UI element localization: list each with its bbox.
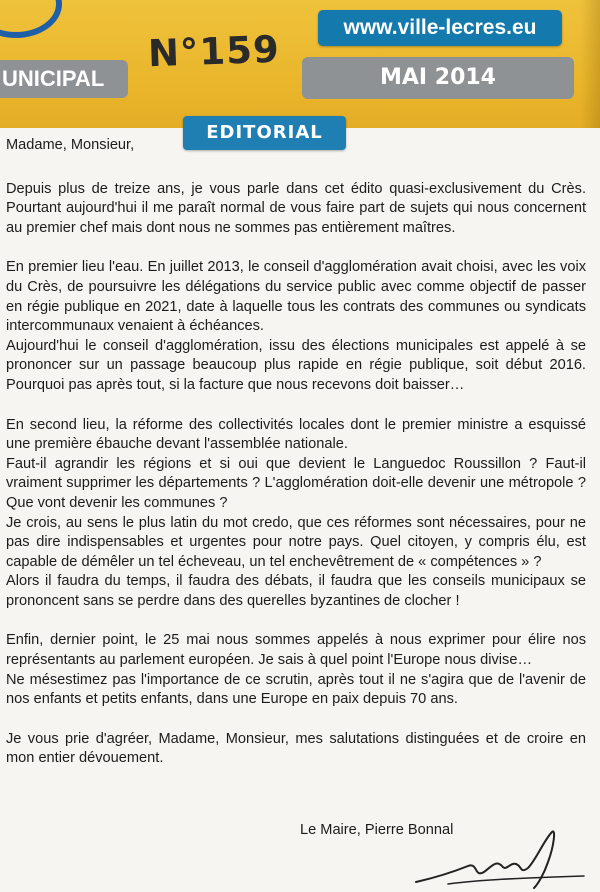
handwritten-signature-icon	[408, 822, 588, 892]
header-edge-shadow	[580, 0, 600, 128]
editorial-section-tab: EDITORIAL	[183, 116, 346, 150]
paragraph-reform-questions: Faut-il agrandir les régions et si oui que devient le Languedoc Roussillon ? Faut-il vraiment supprimer les départements ? L'agglomération doit-elle devenir une métropole ? Que vont devenir les communes ?	[6, 455, 586, 511]
signature-name: Le Maire, Pierre Bonnal	[300, 822, 454, 838]
issue-number: N°159	[147, 27, 281, 76]
paragraph-water: En premier lieu l'eau. En juillet 2013, le conseil d'agglomération avait choisi, avec les voix du Crès, de poursuivre les délégations du service public avec comme objectif de passer en régie publique en 2021, date à laquelle tous les contrats des communes ou syndicats intercommunaux venaient à échéances.	[6, 259, 586, 335]
paragraph-europe: Enfin, dernier point, le 25 mai nous sommes appelés à nous exprimer pour élire nos représentants au parlement européen. Je sais à quel point l'Europe nous divise…	[6, 632, 586, 669]
paragraph-water-today: Aujourd'hui le conseil d'agglomération, issu des élections municipales est appelé à se prononcer sur un passage beaucoup plus rapide en régie publique, soit début 2016. Pourquoi pas après tout, si la facture que nous recevons doit baisser…	[6, 337, 586, 393]
salutation: Madame, Monsieur,	[6, 137, 135, 153]
paragraph-reform: En second lieu, la réforme des collectivités locales dont le premier ministre a esquissé une première ébauche devant l'assemblée nationale.	[6, 416, 586, 453]
page-header	[0, 0, 600, 128]
logo-swoosh-icon	[0, 0, 62, 38]
paragraph-reform-belief: Je crois, au sens le plus latin du mot credo, que ces réformes sont nécessaires, pour ne pas dire indispensables et urgentes pour notre pays. Quel citoyen, y compris élu, est capable de démêler un tel écheveau, un tel enchevêtrement de « compétences » ?	[6, 514, 586, 570]
issue-date-bar: MAI 2014	[302, 57, 574, 99]
paragraph-reform-debate: Alors il faudra du temps, il faudra des débats, il faudra que les conseils municipaux se prononcent sans se perdre dans des querelles byzantines de clocher !	[6, 573, 586, 609]
bulletin-title-bar: UNICIPAL	[0, 60, 128, 98]
editorial-letter	[6, 136, 586, 769]
site-url-link[interactable]: www.ville-lecres.eu	[318, 10, 562, 46]
paragraph-closing: Je vous prie d'agréer, Madame, Monsieur, mes salutations distinguées et de croire en mon entier dévouement.	[6, 730, 586, 767]
paragraph-europe-vote: Ne mésestimez pas l'importance de ce scrutin, après tout il ne s'agira que de l'avenir de nos enfants et petits enfants, dans une Europe en paix depuis 70 ans.	[6, 671, 586, 708]
paragraph-intro: Depuis plus de treize ans, je vous parle dans cet édito quasi-exclusivement du Crès. Pourtant aujourd'hui il me paraît normal de vous faire part de sujets qui nous concernent au premier chef mais dont nous ne sommes pas entièrement maîtres.	[6, 180, 586, 236]
